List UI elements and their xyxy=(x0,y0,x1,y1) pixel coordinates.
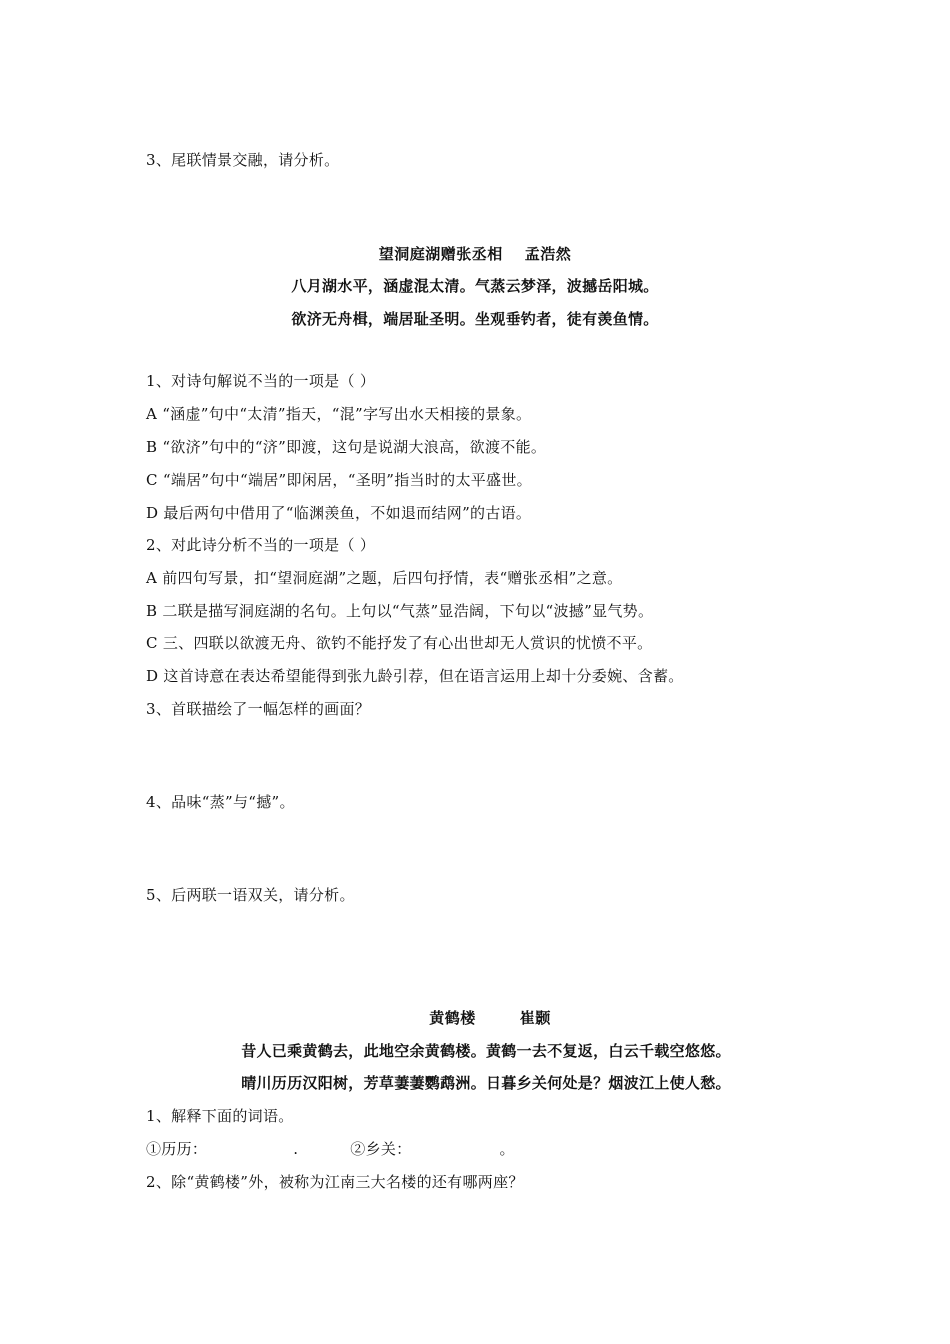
question-tail-3: 3、尾联情景交融，请分析。 xyxy=(146,151,340,169)
poem1-option-2a: A 前四句写景，扣“望洞庭湖”之题，后四句抒情，表“赠张丞相”之意。 xyxy=(146,569,623,587)
poem1-question-5: 5、后两联一语双关，请分析。 xyxy=(146,886,355,904)
poem2-title: 黄鹤楼 xyxy=(429,1009,476,1027)
poem1-line-2: 欲济无舟楫，端居耻圣明。坐观垂钓者，徒有羡鱼情。 xyxy=(291,310,659,328)
poem1-option-1b: B “欲济”句中的“济”即渡，这句是说湖大浪高，欲渡不能。 xyxy=(146,438,547,456)
poem1-author: 孟浩然 xyxy=(524,245,572,263)
fill-end: 。 xyxy=(499,1140,515,1158)
poem2-heading xyxy=(0,1008,950,1028)
poem2-author: 崔颢 xyxy=(519,1009,551,1027)
poem1-question-3: 3、首联描绘了一幅怎样的画面？ xyxy=(146,700,371,718)
poem2-question-2: 2、除“黄鹤楼”外，被称为江南三大名楼的还有哪两座？ xyxy=(146,1173,524,1191)
poem2-line-1: 昔人已乘黄鹤去，此地空余黄鹤楼。黄鹤一去不复返，白云千载空悠悠。 xyxy=(241,1042,731,1060)
poem2-question-1: 1、解释下面的词语。 xyxy=(146,1107,294,1125)
poem1-question-2: 2、对此诗分析不当的一项是（ ） xyxy=(146,536,376,554)
poem2-fill-blanks xyxy=(146,1139,515,1159)
poem1-title: 望洞庭湖赠张丞相 xyxy=(378,245,503,263)
poem1-question-4: 4、品味“蒸”与“撼”。 xyxy=(146,793,295,811)
fill-item-2: ②乡关： xyxy=(350,1140,412,1158)
fill-item-1: ①历历： xyxy=(146,1140,208,1158)
poem1-option-1d: D 最后两句中借用了“临渊羡鱼，不如退而结网”的古语。 xyxy=(146,504,532,522)
poem1-question-1: 1、对诗句解说不当的一项是（ ） xyxy=(146,372,376,390)
poem2-line-2: 晴川历历汉阳树，芳草萋萋鹦鹉洲。日暮乡关何处是？烟波江上使人愁。 xyxy=(241,1074,731,1092)
poem1-option-2d: D 这首诗意在表达希望能得到张九龄引荐，但在语言运用上却十分委婉、含蓄。 xyxy=(146,667,684,685)
fill-separator: . xyxy=(293,1140,299,1158)
poem1-option-1a: A “涵虚”句中“太清”指天，“混”字写出水天相接的景象。 xyxy=(146,405,532,423)
poem1-heading xyxy=(0,244,950,264)
poem1-line-1: 八月湖水平，涵虚混太清。气蒸云梦泽，波撼岳阳城。 xyxy=(291,277,659,295)
poem1-option-2c: C 三、四联以欲渡无舟、欲钓不能抒发了有心出世却无人赏识的忧愤不平。 xyxy=(146,634,653,652)
poem1-option-2b: B 二联是描写洞庭湖的名句。上句以“气蒸”显浩阔，下句以“波撼”显气势。 xyxy=(146,602,654,620)
poem1-option-1c: C “端居”句中“端居”即闲居，“圣明”指当时的太平盛世。 xyxy=(146,471,532,489)
